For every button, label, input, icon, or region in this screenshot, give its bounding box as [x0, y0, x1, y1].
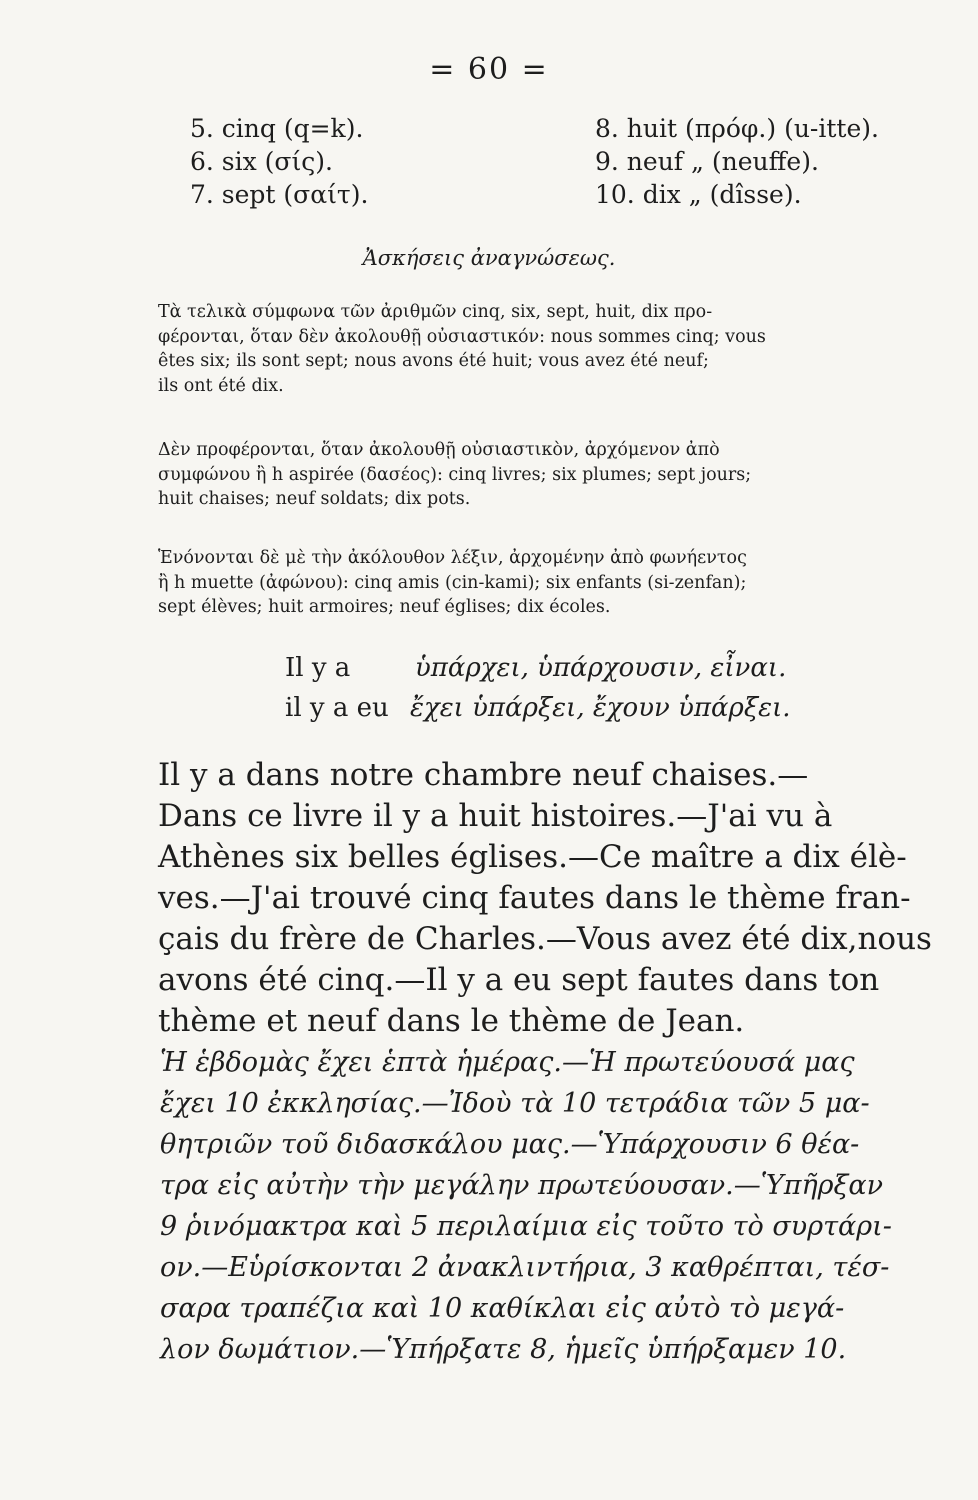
exercise-heading: Ἀσκήσεις ἀναγνώσεως.	[362, 246, 616, 270]
text-line: êtes six; ils sont sept; nous avons été huit; vous avez été neuf;	[158, 351, 709, 371]
french-term: il y a eu	[285, 693, 389, 723]
text-line: φέρονται, ὅταν δὲν ἀκολουθῇ οὐσιαστικόν: nous sommes cinq; vous	[158, 326, 766, 347]
text-line: τρα εἰς αὐτὴν τὴν μεγάλην πρωτεύουσαν.—Ὑπῆρξαν	[160, 1170, 884, 1201]
vocabulary-row	[285, 648, 905, 688]
number-entry: 7. sept (σαίτ).	[190, 180, 369, 209]
number-entry: 8. huit (πρόφ.) (u-itte).	[595, 114, 879, 143]
text-line: ves.—J'ai trouvé cinq fautes dans le thème fran-	[158, 880, 911, 916]
text-line: thème et neuf dans le thème de Jean.	[158, 1003, 745, 1039]
page-number: = 60 =	[429, 52, 549, 87]
text-line: huit chaises; neuf soldats; dix pots.	[158, 489, 471, 509]
greek-translation: ὑπάρχει, ὑπάρχουσιν, εἶναι.	[415, 653, 787, 683]
number-entry: 6. six (σίς).	[190, 147, 333, 176]
text-line: sept élèves; huit armoires; neuf églises; dix écoles.	[158, 597, 611, 617]
numbers-pronunciation-table	[190, 112, 910, 211]
text-line: ils ont été dix.	[158, 375, 284, 396]
number-row	[190, 112, 910, 145]
text-line: 9 ῥινόμακτρα καὶ 5 περιλαίμια εἰς τοῦτο τὸ συρτάρι-	[160, 1211, 892, 1242]
french-reading-exercise	[158, 755, 932, 1042]
text-line: avons été cinq.—Il y a eu sept fautes dans ton	[158, 962, 880, 998]
rule-paragraph-1	[158, 300, 908, 398]
text-line: Il y a dans notre chambre neuf chaises.—	[158, 757, 809, 793]
vocabulary-row	[285, 688, 905, 728]
text-line: çais du frère de Charles.—Vous avez été dix,nous	[158, 921, 932, 957]
greek-translation-exercise	[160, 1042, 912, 1370]
text-line: ἢ h muette (ἀφώνου): cinq amis (cin-kami); six enfants (si-zenfan);	[158, 572, 747, 593]
text-line: συμφώνου ἢ h aspirée (δασέος): cinq livres; six plumes; sept jours;	[158, 464, 752, 485]
text-line: Ἡ ἑβδομὰς ἔχει ἑπτὰ ἡμέρας.—Ἡ πρωτεύουσά μας	[160, 1047, 855, 1078]
text-line: θητριῶν τοῦ διδασκάλου μας.—Ὑπάρχουσιν 6 θέα-	[160, 1129, 860, 1160]
number-entry: 9. neuf „ (neuffe).	[595, 147, 819, 176]
text-line: Δὲν προφέρονται, ὅταν ἀκολουθῇ οὐσιαστικὸν, ἀρχόμενον ἀπὸ	[158, 440, 720, 460]
rule-paragraph-3	[158, 546, 908, 620]
number-row	[190, 178, 910, 211]
number-row	[190, 145, 910, 178]
text-line: ον.—Εὑρίσκονται 2 ἀνακλιντήρια, 3 καθρέπται, τέσ-	[160, 1252, 890, 1283]
text-line: Dans ce livre il y a huit histoires.—J'ai vu à	[158, 798, 833, 834]
il-y-a-vocabulary	[285, 648, 905, 728]
number-entry: 10. dix „ (dîsse).	[595, 180, 802, 209]
rule-paragraph-2	[158, 438, 908, 512]
text-line: λον δωμάτιον.—Ὑπήρξατε 8, ἡμεῖς ὑπήρξαμεν 10.	[160, 1334, 847, 1365]
french-term: Il y a	[285, 653, 351, 683]
text-line: Athènes six belles églises.—Ce maître a dix élè-	[158, 839, 907, 875]
greek-translation: ἔχει ὑπάρξει, ἔχουν ὑπάρξει.	[410, 693, 791, 723]
text-line: σαρα τραπέζια καὶ 10 καθίκλαι εἰς αὐτὸ τὸ μεγά-	[160, 1293, 845, 1324]
text-line: Τὰ τελικὰ σύμφωνα τῶν ἀριθμῶν cinq, six, sept, huit, dix προ-	[158, 302, 713, 322]
text-line: Ἑνόνονται δὲ μὲ τὴν ἀκόλουθον λέξιν, ἀρχομένην ἀπὸ φωνήεντος	[158, 548, 747, 568]
number-entry: 5. cinq (q=k).	[190, 114, 364, 143]
text-line: ἔχει 10 ἐκκλησίας.—Ἰδοὺ τὰ 10 τετράδια τῶν 5 μα-	[160, 1088, 870, 1119]
